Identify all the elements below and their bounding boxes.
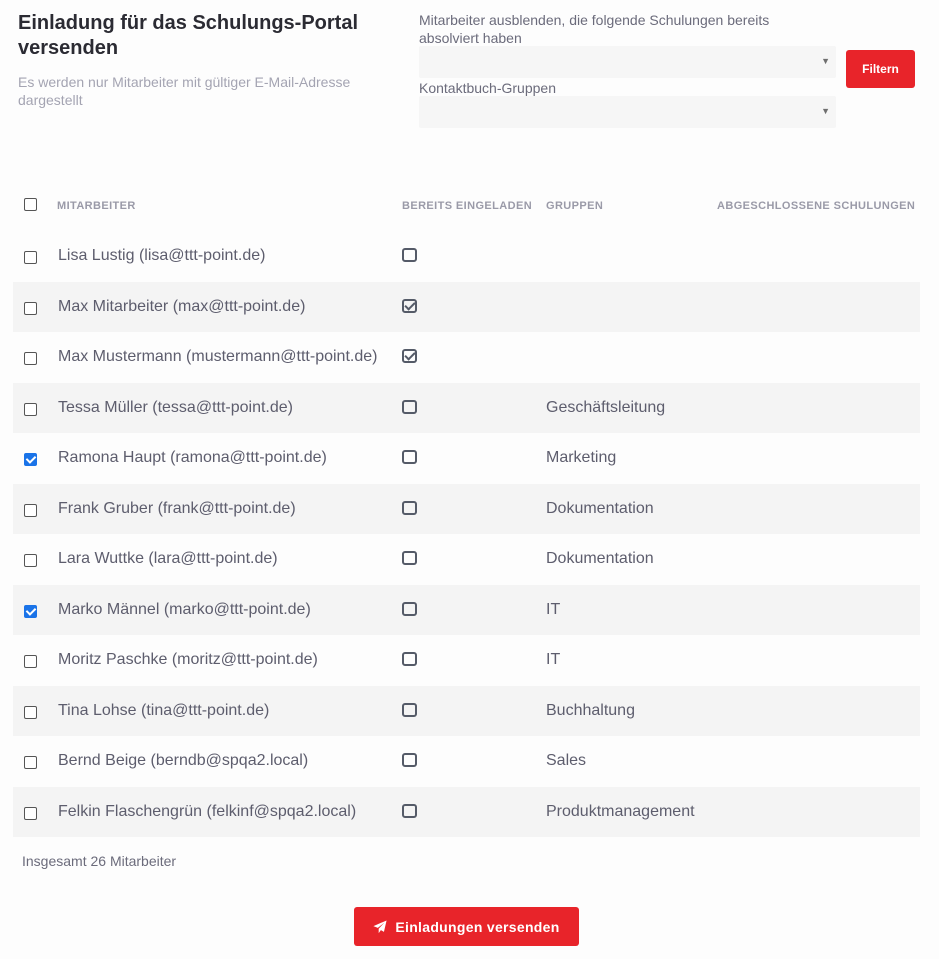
contact-groups-select[interactable] [419, 96, 836, 128]
not-invited-box-icon [402, 703, 417, 717]
not-invited-box-icon [402, 753, 417, 767]
filter-button[interactable]: Filtern [846, 50, 915, 88]
caret-down-icon: ▼ [821, 106, 830, 116]
employee-name: Bernd Beige (berndb@spqa2.local) [58, 752, 309, 769]
completed-trainings-label: Mitarbeiter ausblenden, die folgende Schulungen bereits absolviert haben [419, 12, 770, 46]
table-row[interactable] [13, 282, 920, 333]
table-row[interactable] [13, 433, 920, 484]
contact-groups-label: Kontaktbuch-Gruppen [419, 80, 556, 96]
employee-name: Tina Lohse (tina@ttt-point.de) [58, 701, 270, 719]
employee-group: Sales [546, 752, 587, 769]
employee-name: Moritz Paschke (moritz@ttt-point.de) [58, 651, 318, 668]
not-invited-box-icon [402, 450, 417, 464]
row-select-checkbox[interactable] [24, 554, 37, 567]
table-row[interactable] [13, 736, 920, 787]
employee-name: Felkin Flaschengrün (felkinf@spqa2.local) [58, 802, 357, 820]
employee-name: Lisa Lustig (lisa@ttt-point.de) [58, 247, 266, 264]
table-row[interactable] [13, 484, 920, 535]
employee-name: Tessa Müller (tessa@ttt-point.de) [58, 398, 293, 416]
table-row[interactable] [13, 635, 920, 686]
send-invitations-button[interactable] [354, 907, 579, 946]
table-row[interactable] [13, 332, 920, 383]
employee-group: Geschäftsleitung [546, 398, 666, 416]
row-select-checkbox[interactable] [24, 504, 37, 517]
table-row[interactable] [13, 534, 920, 585]
not-invited-box-icon [402, 804, 417, 818]
page-subtitle: Es werden nur Mitarbeiter mit gültiger E-Mail-Adresse dargestellt [18, 74, 351, 108]
employee-name: Lara Wuttke (lara@ttt-point.de) [58, 550, 278, 567]
invited-check-icon [402, 299, 417, 313]
row-select-checkbox[interactable] [24, 352, 37, 365]
employee-name: Max Mitarbeiter (max@ttt-point.de) [58, 297, 306, 315]
page-title: Einladung für das Schulungs-Portal versenden [18, 12, 359, 59]
column-header-employee[interactable]: MITARBEITER [57, 200, 136, 212]
employee-group: Dokumentation [546, 499, 654, 517]
select-all-checkbox[interactable] [24, 198, 37, 211]
table-row[interactable] [13, 383, 920, 434]
employee-name: Frank Gruber (frank@ttt-point.de) [58, 499, 296, 517]
send-button-label: Einladungen versenden [395, 918, 560, 935]
row-select-checkbox[interactable] [24, 605, 37, 618]
table-row[interactable] [13, 787, 920, 838]
caret-down-icon: ▼ [821, 56, 830, 66]
not-invited-box-icon [402, 248, 417, 262]
row-select-checkbox[interactable] [24, 453, 37, 466]
table-body [13, 231, 920, 837]
employee-name: Marko Männel (marko@ttt-point.de) [58, 600, 311, 618]
column-header-groups[interactable]: GRUPPEN [546, 200, 604, 212]
not-invited-box-icon [402, 551, 417, 565]
paper-plane-icon [373, 920, 387, 934]
completed-trainings-select[interactable] [419, 46, 836, 78]
employee-group: Dokumentation [546, 550, 654, 567]
table-row[interactable] [13, 686, 920, 737]
not-invited-box-icon [402, 652, 417, 666]
not-invited-box-icon [402, 501, 417, 515]
row-select-checkbox[interactable] [24, 251, 37, 264]
employee-name: Ramona Haupt (ramona@ttt-point.de) [58, 449, 327, 466]
employee-group: IT [546, 651, 561, 668]
row-select-checkbox[interactable] [24, 807, 37, 820]
row-select-checkbox[interactable] [24, 756, 37, 769]
column-header-invited[interactable]: BEREITS EINGELADEN [402, 200, 533, 212]
employee-group: Buchhaltung [546, 701, 635, 719]
employee-group: Produktmanagement [546, 802, 695, 820]
not-invited-box-icon [402, 400, 417, 414]
row-select-checkbox[interactable] [24, 302, 37, 315]
table-row[interactable] [13, 231, 920, 282]
column-header-completed[interactable]: ABGESCHLOSSENE SCHULUNGEN [717, 200, 916, 212]
not-invited-box-icon [402, 602, 417, 616]
table-header [13, 180, 920, 231]
invited-check-icon [402, 349, 417, 363]
row-select-checkbox[interactable] [24, 706, 37, 719]
employee-name: Max Mustermann (mustermann@ttt-point.de) [58, 348, 378, 365]
row-select-checkbox[interactable] [24, 655, 37, 668]
employee-group: IT [546, 600, 561, 618]
row-select-checkbox[interactable] [24, 403, 37, 416]
employee-group: Marketing [546, 449, 617, 466]
total-count: Insgesamt 26 Mitarbeiter [22, 853, 177, 869]
employee-table [13, 180, 920, 837]
table-row[interactable] [13, 585, 920, 636]
